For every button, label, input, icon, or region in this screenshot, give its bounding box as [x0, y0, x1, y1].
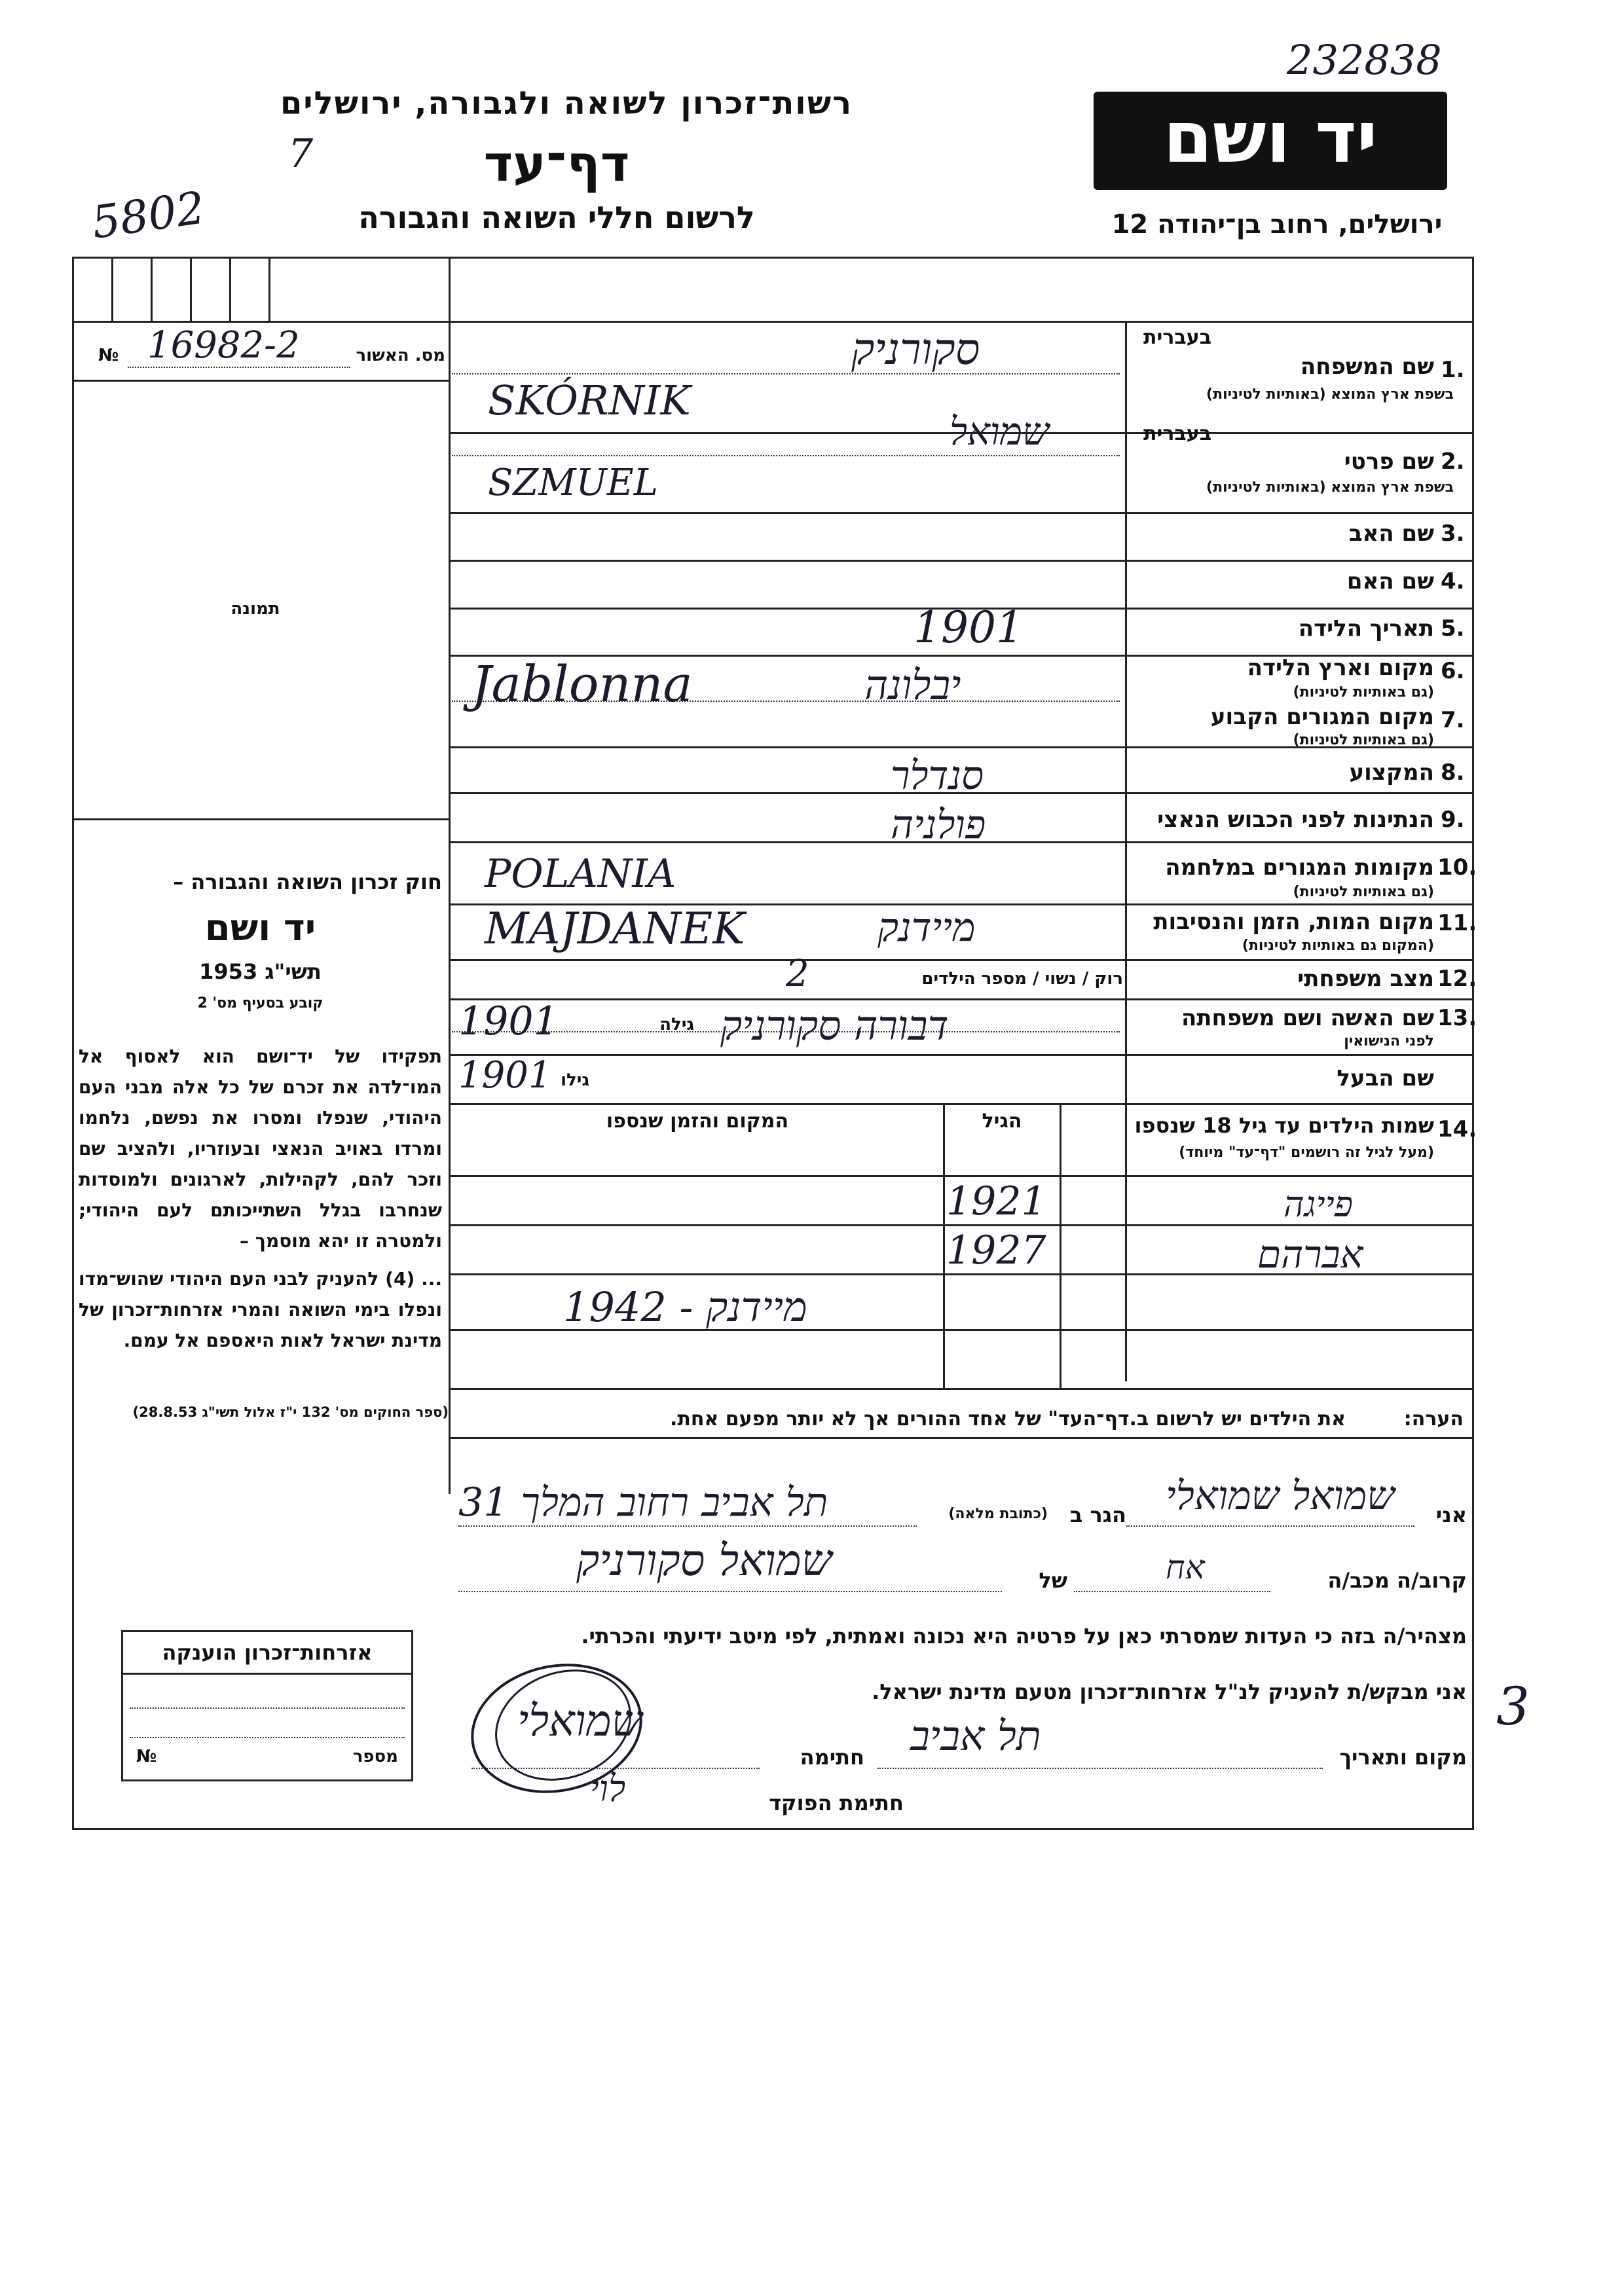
field-8-label: המקצוע — [1349, 759, 1434, 786]
law-paragraph-2: ... (4) להעניק לבני העם היהודי שהוש־מדו ונפלו בימי השואה והמרי אזרחות־זכרון של מדינת ישראל לאות היאספם אל עמם. — [79, 1268, 442, 1351]
field-6-value-hebrew: יבלונה — [864, 661, 961, 709]
field-2-value-latin: SZMUEL — [488, 462, 658, 504]
address-hint: (כתובת מלאה) — [948, 1506, 1048, 1522]
field-12-number: 12. — [1437, 966, 1477, 992]
frame-bottom — [72, 1828, 1474, 1830]
field-2-hebrew-header: בעברית — [1143, 422, 1211, 445]
field-10-number: 10. — [1437, 854, 1477, 881]
field-1-number: 1. — [1441, 357, 1465, 383]
field-2-sub: בשפת ארץ המוצא (באותיות לטיניות) — [1206, 479, 1454, 496]
field-13-age: 1901 — [458, 998, 559, 1044]
form-title: דף־עד — [483, 134, 630, 192]
law-title: חוק זכרון השואה והגבורה – — [173, 869, 442, 894]
place-date-label: מקום ותאריך — [1339, 1745, 1467, 1770]
field-2-number: 2. — [1441, 448, 1465, 475]
children-label: שמות הילדים עד גיל 18 שנספו — [1134, 1113, 1434, 1138]
children-col-age: הגיל — [982, 1110, 1022, 1133]
field-3-label: שם האב — [1348, 520, 1434, 547]
yad-vashem-logo: יד ושם — [1094, 92, 1447, 190]
field-13-age-label: גילה — [659, 1015, 694, 1034]
child-2-name: אברהם — [1257, 1232, 1363, 1277]
field-6-number: 6. — [1441, 658, 1465, 684]
field-1-hebrew-header: בעברית — [1143, 326, 1211, 349]
law-source: (ספר החוקים מס' 132 י"ז אלול תשי"ג 28.8.53) — [132, 1404, 449, 1420]
field-7-sub: (גם באותיות לטיניות) — [1293, 732, 1434, 748]
children-place-value: מיידנק - 1942 — [563, 1283, 807, 1331]
form-subtitle: לרשום חללי השואה והגבורה — [358, 200, 755, 235]
approval-no-symbol: № — [98, 346, 119, 365]
authority-title: רשות־זכרון לשואה ולגבורה, ירושלים — [280, 85, 853, 122]
field-10-sub: (גם באותיות לטיניות) — [1293, 884, 1434, 900]
margin-right-mark: 3 — [1496, 1676, 1530, 1737]
photo-label: תמונה — [231, 599, 280, 619]
field-1-value-latin: SKÓRNIK — [488, 376, 691, 424]
children-sub: (מעל לגיל זה רושמים "דף־עד" מיוחד) — [1179, 1144, 1434, 1161]
field-7-number: 7. — [1441, 707, 1465, 733]
labels-column-divider — [1125, 321, 1127, 1381]
field-6-value-latin: Jablonna — [471, 655, 693, 713]
field-6-label: מקום וארץ הלידה — [1247, 655, 1434, 681]
field-11-sub: (המקום גם באותיות לטיניות) — [1242, 938, 1434, 954]
address-line: ירושלים, רחוב בן־יהודה 12 — [1111, 210, 1443, 240]
field-6-sub: (גם באותיות לטיניות) — [1293, 684, 1434, 701]
citizenship-number-label: מספר — [352, 1747, 398, 1766]
margin-number: 5802 — [88, 182, 208, 249]
margin-mark: 7 — [288, 131, 314, 177]
signature-label: חתימה — [800, 1745, 864, 1770]
citizenship-no-symbol: № — [136, 1747, 157, 1766]
top-strip-bottom — [72, 321, 1473, 323]
field-12-sub: רוק / נשוי / מספר הילדים — [921, 969, 1123, 989]
field-9-number: 9. — [1441, 807, 1465, 833]
child-1-age: 1921 — [946, 1178, 1046, 1224]
field-9-value: פולניה — [891, 802, 986, 848]
husband-age-label: גילו — [561, 1070, 589, 1090]
left-column-divider — [449, 257, 451, 1494]
relation-value: אח — [1166, 1548, 1205, 1586]
field-13-number: 13. — [1437, 1005, 1477, 1031]
field-8-value: סנדלר — [891, 753, 984, 799]
field-2-label: שם פרטי — [1344, 448, 1434, 475]
approval-label: מס. האשור — [356, 346, 445, 365]
child-1-name: פייגה — [1283, 1184, 1354, 1225]
relative-label: קרוב/ה מכב/ה — [1327, 1568, 1467, 1593]
field-5-label: תאריך הלידה — [1298, 615, 1434, 642]
approval-number: 16982-2 — [147, 324, 300, 367]
statement: מצהיר/ה בזה כי העדות שמסרתי כאן על פרטיה היא נכונה ואמתית, לפי מיטב ידיעתי והכרתי. — [581, 1624, 1467, 1649]
law-name: יד ושם — [204, 907, 316, 949]
top-boxes — [72, 257, 449, 322]
field-1-sub: בשפת ארץ המוצא (באותיות לטיניות) — [1206, 386, 1454, 403]
of-name: שמואל סקורניק — [576, 1535, 832, 1586]
field-4-label: שם האם — [1346, 568, 1434, 594]
husband-label: שם הבעל — [1337, 1065, 1434, 1091]
declarant-name: שמואל שמואלי — [1166, 1473, 1395, 1519]
law-section: קובע בסעיף מס' 2 — [197, 995, 323, 1011]
field-10-label: מקומות המגורים במלחמה — [1165, 854, 1434, 881]
place-date-value: תל אביב — [910, 1712, 1041, 1760]
field-11-value-latin: MAJDANEK — [485, 903, 745, 954]
children-number: 14. — [1437, 1116, 1477, 1142]
signature-scribble: שמואלי — [458, 1650, 694, 1800]
field-13-value: דבורה סקורניק — [720, 1002, 949, 1049]
stamp-number: 232838 — [1287, 36, 1442, 84]
declarant-address: תל אביב רחוב המלך 31 — [458, 1480, 828, 1525]
field-11-number: 11. — [1437, 910, 1477, 936]
note-text: את הילדים יש לרשום ב.דף־העד" של אחד ההורים אך לא יותר מפעם אחת. — [669, 1408, 1346, 1430]
frame-left — [72, 257, 74, 1828]
of-label: של — [1039, 1568, 1067, 1593]
field-11-value-hebrew: מיידנק — [877, 905, 976, 951]
field-7-label: מקום המגורים הקבוע — [1210, 704, 1434, 730]
field-1-value-hebrew: סקורניק — [851, 324, 980, 374]
citizenship-box — [121, 1630, 413, 1781]
law-year: תשי"ג 1953 — [199, 959, 322, 984]
field-4-number: 4. — [1441, 568, 1465, 594]
field-13-label: שם האשה ושם משפחתה — [1181, 1005, 1434, 1031]
citizenship-box-title: אזרחות־זכרון הוענקה — [162, 1640, 373, 1665]
note-label: הערה: — [1403, 1408, 1464, 1430]
official-signature-label: חתימת הפוקד — [769, 1791, 904, 1815]
husband-age: 1901 — [458, 1054, 552, 1097]
field-13-sub: לפני הנישואין — [1344, 1033, 1434, 1049]
field-1-label: שם המשפחה — [1300, 354, 1434, 380]
field-5-value: 1901 — [913, 602, 1024, 653]
children-col-place: המקום והזמן שנספו — [606, 1110, 789, 1133]
field-5-number: 5. — [1441, 615, 1465, 642]
field-9-label: הנתינות לפני הכבוש הנאצי — [1157, 807, 1434, 833]
request: אני מבקש/ת להעניק לנ"ל אזרחות־זכרון מטעם מדינת ישראל. — [872, 1679, 1467, 1704]
law-paragraph-1: תפקידו של יד־ושם הוא לאסוף אל המו־לדה את זכרם של כל אלה מבני העם היהודי, שנפלו ומסרו את נפשם, נלחמו ומרדו באויב הנאצי ובעוזריו, ולהציב שם וזכר להם, לקהילות, לארגונים ולמוסדות שנחרבו בגלל השתייכותם לעם היהודי; ולמטרה זו יהא מוסמך – — [79, 1046, 442, 1252]
field-12-value: 2 — [786, 953, 809, 995]
field-12-label: מצב משפחתי — [1297, 966, 1434, 992]
field-11-label: מקום המות, הזמן והנסיבות — [1153, 909, 1434, 935]
field-3-number: 3. — [1441, 520, 1465, 547]
field-10-value: POLANIA — [485, 851, 676, 897]
frame-right — [1472, 257, 1474, 1828]
field-2-value-hebrew: שמואל — [950, 409, 1050, 454]
official-signature: לוי — [589, 1768, 626, 1810]
lives-in-label: הגר ב — [1069, 1503, 1126, 1527]
field-8-number: 8. — [1441, 759, 1465, 786]
child-2-age: 1927 — [946, 1228, 1046, 1273]
declarant-ani: אני — [1435, 1503, 1467, 1527]
